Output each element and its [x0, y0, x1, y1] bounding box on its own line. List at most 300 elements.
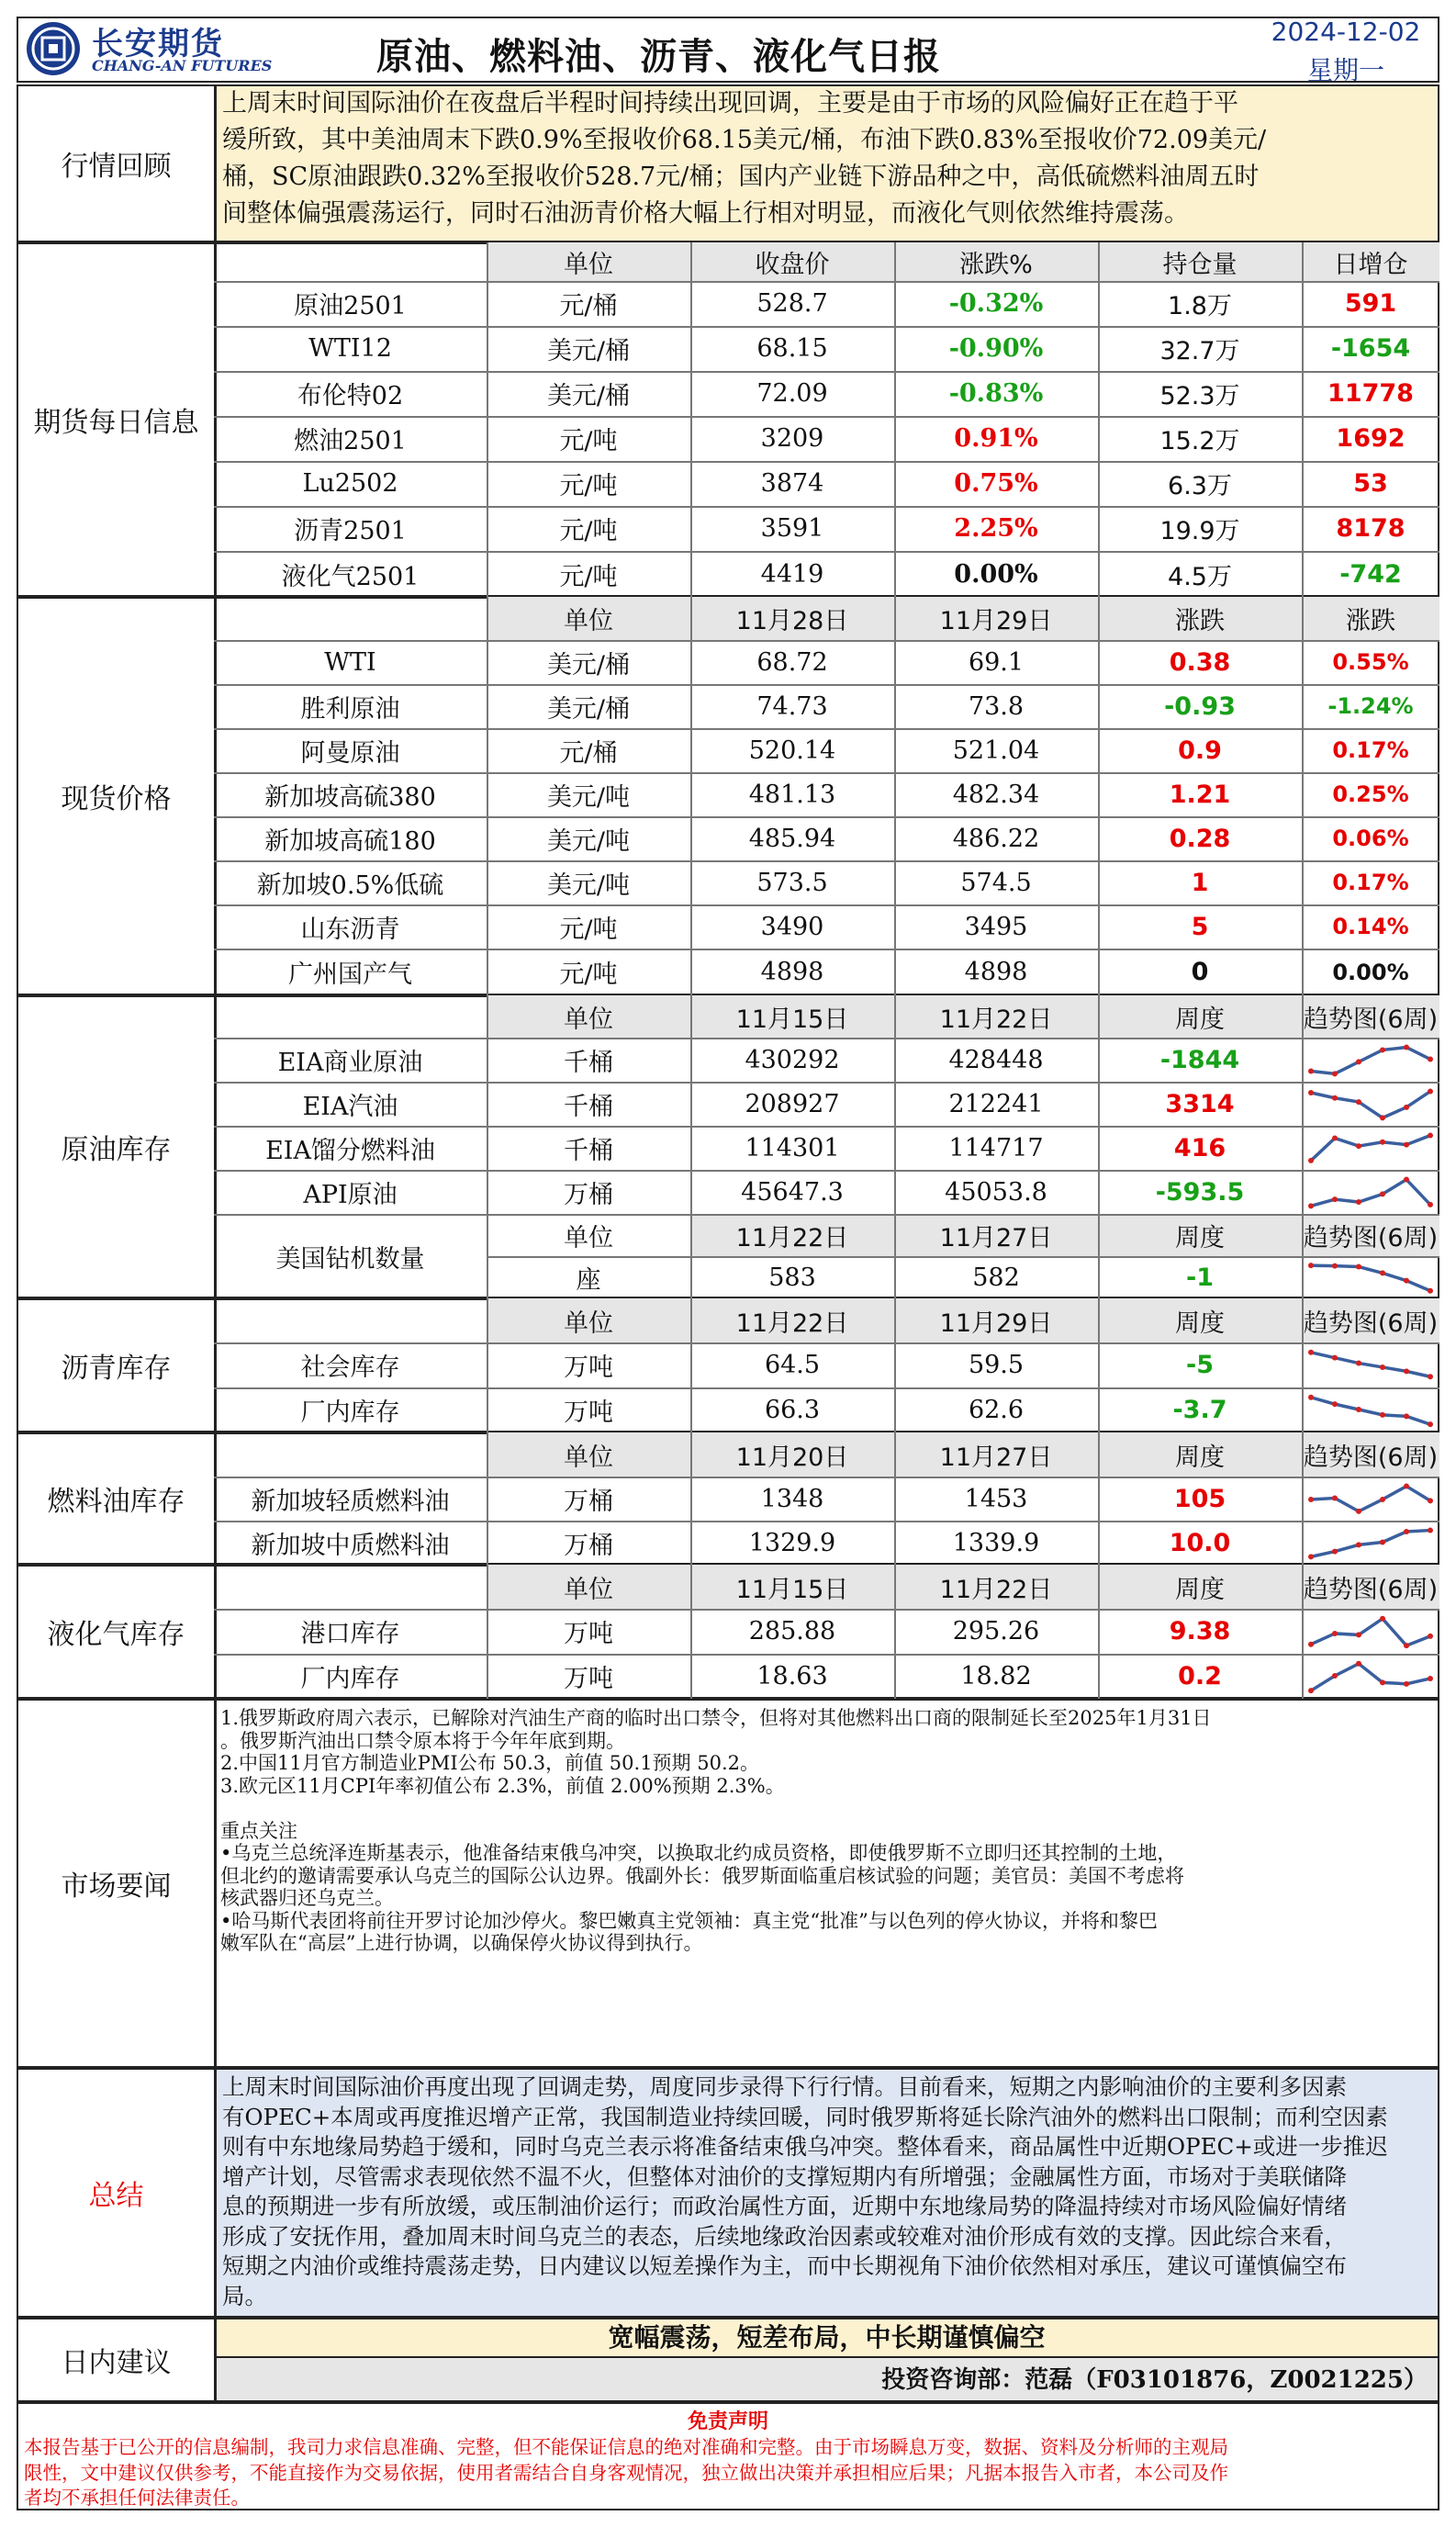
spot-row-name: 新加坡高硫380: [264, 782, 436, 812]
futures-row-unit: 元/吨: [559, 517, 618, 545]
text-line: 2.中国11月官方制造业PMI公布 50.3，前值 50.1预期 50.2。: [220, 1752, 759, 1774]
column-divider: [1098, 1432, 1100, 1565]
trend-point: [1404, 1045, 1409, 1050]
column-header: 11月15日: [735, 1575, 849, 1604]
spot-row-prev: 481.13: [748, 780, 836, 809]
row-divider: [214, 1387, 1439, 1389]
text-line: 则有中东地缘局势趋于缓和，同时乌克兰表示将准备结束俄乌冲突。整体看来，商品属性中近期OPEC+或进一步推迟: [222, 2133, 1388, 2160]
inventory-row-unit: 千桶: [564, 1136, 613, 1165]
trend-point: [1332, 1673, 1338, 1679]
inventory-row-curr: 114717: [948, 1133, 1044, 1162]
column-header: 趋势图(6周): [1303, 1575, 1439, 1604]
futures-row-change: 0.00%: [954, 559, 1038, 589]
spot-row-curr: 73.8: [968, 691, 1025, 721]
row-divider: [214, 1214, 1439, 1216]
text-line: 局。: [222, 2282, 267, 2309]
column-header: 11月27日: [939, 1443, 1053, 1472]
inventory-row-prev: 285.88: [748, 1617, 836, 1645]
trend-point: [1380, 1616, 1385, 1622]
row-divider: [214, 326, 1439, 328]
column-divider: [487, 1298, 488, 1432]
trend-point: [1428, 1676, 1433, 1681]
spot-row-prev: 573.5: [756, 868, 828, 897]
column-header: 单位: [564, 607, 613, 635]
trend-line: [1311, 1398, 1430, 1424]
trend-point: [1380, 1115, 1385, 1120]
inventory-row-name: API原油: [303, 1180, 398, 1209]
column-divider: [487, 1432, 488, 1565]
inventory-row-unit: 万桶: [564, 1531, 613, 1560]
futures-row-open-interest: 1.8万: [1168, 292, 1232, 320]
summary-label: 总结: [88, 2180, 144, 2212]
futures-row-close: 3209: [760, 424, 824, 453]
column-header: 日增仓: [1333, 250, 1408, 279]
column-header: 11月27日: [939, 1223, 1053, 1252]
futures-row-name: 燃油2501: [294, 427, 407, 455]
row-divider: [214, 904, 1439, 906]
asphalt-inventory-label: 沥青库存: [61, 1353, 172, 1385]
trend-point: [1380, 1047, 1385, 1052]
column-header: 趋势图(6周): [1303, 1443, 1439, 1472]
inventory-row-name: 厂内库存: [300, 1398, 400, 1427]
text-line: 者均不承担任何法律责任。: [24, 2487, 250, 2509]
trend-point: [1356, 1407, 1361, 1412]
futures-row-change: 2.25%: [954, 514, 1038, 543]
spot-row-unit: 美元/桶: [546, 694, 631, 724]
row-divider: [214, 1126, 1439, 1128]
spot-row-change-pct: 0.17%: [1332, 870, 1409, 895]
trend-point: [1332, 1631, 1338, 1636]
trend-point: [1308, 1350, 1314, 1355]
trend-point: [1404, 1413, 1409, 1419]
futures-row-oi-change: 8178: [1336, 514, 1406, 543]
column-header: 周度: [1175, 1005, 1225, 1034]
trend-point: [1332, 1549, 1338, 1555]
spot-row-name: 广州国产气: [288, 960, 412, 989]
row-divider: [214, 551, 1439, 553]
trend-point: [1380, 1679, 1385, 1685]
trend-line: [1311, 1619, 1430, 1645]
column-header: 趋势图(6周): [1303, 1005, 1439, 1034]
text-line: 形成了安抚作用，叠加周末时间乌克兰的表态，后续地缘政治因素或较难对油价形成有效的支撑。因此综合来看，: [222, 2222, 1347, 2250]
futures-row-name: WTI12: [308, 334, 392, 363]
column-divider: [1098, 597, 1100, 995]
text-line: 3.欧元区11月CPI年率初值公布 2.3%，前值 2.00%预期 2.3%。: [220, 1774, 785, 1797]
trend-point: [1356, 1661, 1361, 1667]
inventory-row-curr: 62.6: [968, 1396, 1025, 1424]
inventory-row-name: EIA馏分燃料油: [265, 1136, 435, 1165]
spot-row-name: 胜利原油: [300, 694, 400, 724]
spot-row-change-pct: 0.00%: [1332, 959, 1409, 985]
column-header: 趋势图(6周): [1303, 1223, 1439, 1252]
futures-row-unit: 美元/桶: [546, 382, 631, 410]
futures-row-unit: 元/吨: [559, 472, 618, 500]
trend-point: [1404, 1529, 1409, 1534]
analyst-credit: 投资咨询部：范磊（F03101876，Z0021225）: [881, 2366, 1428, 2394]
futures-row-close: 3591: [760, 514, 824, 543]
trend-line: [1311, 1353, 1430, 1376]
inventory-row-name: 社会库存: [300, 1353, 400, 1382]
column-divider: [690, 597, 692, 995]
trend-point: [1356, 1264, 1361, 1270]
spot-row-name: 阿曼原油: [300, 738, 400, 768]
inventory-row-prev: 1329.9: [748, 1528, 836, 1557]
row-divider: [214, 1170, 1439, 1172]
inventory-row-curr: 45053.8: [945, 1177, 1047, 1207]
column-header: 单位: [564, 1005, 613, 1034]
row-divider: [214, 728, 1439, 730]
spot-row-change: 0.38: [1169, 647, 1231, 677]
column-divider: [1302, 995, 1304, 1298]
inventory-row-prev: 64.5: [764, 1351, 821, 1379]
fuel-inventory-label: 燃料油库存: [47, 1486, 185, 1518]
column-divider: [1098, 242, 1100, 597]
futures-row-open-interest: 6.3万: [1168, 472, 1232, 500]
spot-row-unit: 元/吨: [559, 915, 618, 944]
trend-point: [1404, 1105, 1409, 1110]
trend-point: [1308, 1642, 1314, 1647]
inventory-row-prev: 208927: [745, 1089, 840, 1118]
spot-row-curr: 482.34: [952, 780, 1040, 809]
futures-row-change: 0.91%: [954, 424, 1038, 453]
futures-row-close: 528.7: [756, 289, 828, 318]
column-header: 单位: [564, 1223, 613, 1252]
trend-point: [1332, 1401, 1338, 1407]
inventory-row-unit: 万吨: [564, 1398, 613, 1427]
spot-row-name: 新加坡0.5%低硫: [256, 870, 444, 900]
inventory-row-weekly-change: 105: [1173, 1484, 1226, 1513]
futures-row-name: 布伦特02: [297, 382, 404, 410]
text-line: 息的预期进一步有所放缓，或压制油价运行；而政治属性方面，近期中东地缘局势的降温持续对市场风险偏好情绪: [222, 2193, 1347, 2219]
futures-row-close: 4419: [760, 559, 824, 589]
column-divider: [690, 1565, 692, 1699]
trend-point: [1332, 1264, 1338, 1269]
column-divider: [487, 597, 488, 995]
trend-sparkline: [1302, 1082, 1439, 1126]
spot-row-curr: 69.1: [968, 647, 1025, 677]
row-divider: [214, 1477, 1439, 1478]
trend-line: [1311, 1487, 1430, 1511]
trend-point: [1428, 1089, 1433, 1095]
trend-point: [1428, 1634, 1433, 1639]
trend-point: [1404, 1643, 1409, 1648]
trend-point: [1332, 1095, 1338, 1101]
trend-sparkline: [1302, 1654, 1439, 1699]
trend-point: [1356, 1361, 1361, 1366]
column-header: 周度: [1175, 1443, 1225, 1472]
column-header: 11月20日: [735, 1443, 849, 1472]
futures-row-name: 沥青2501: [294, 517, 407, 545]
trend-line: [1311, 1136, 1430, 1161]
row-divider: [214, 281, 1439, 283]
trend-line: [1311, 1531, 1430, 1557]
column-divider: [894, 995, 896, 1298]
text-line: 上周末时间国际油价在夜盘后半程时间持续出现回调，主要是由于市场的风险偏好正在趋于平: [222, 89, 1238, 118]
futures-row-change: -0.83%: [948, 379, 1044, 408]
column-header: 周度: [1175, 1308, 1225, 1338]
trend-point: [1356, 1542, 1361, 1547]
inventory-row-prev: 66.3: [764, 1396, 821, 1424]
spot-row-unit: 元/吨: [559, 960, 618, 989]
column-divider: [487, 242, 488, 597]
inventory-row-prev: 430292: [745, 1045, 840, 1074]
row-divider: [214, 684, 1439, 686]
spot-row-change: 1.21: [1169, 780, 1231, 809]
futures-row-open-interest: 52.3万: [1159, 382, 1240, 410]
trend-point: [1356, 1632, 1361, 1637]
column-divider: [487, 1565, 488, 1699]
column-header: 单位: [564, 1443, 613, 1472]
futures-row-oi-change: 11778: [1327, 379, 1414, 408]
trend-sparkline: [1302, 1342, 1439, 1387]
disclaimer-title: 免责声明: [687, 2409, 768, 2433]
column-divider: [690, 242, 692, 597]
trend-sparkline: [1302, 1256, 1439, 1298]
column-divider: [690, 1298, 692, 1432]
row-divider: [214, 506, 1439, 508]
trend-point: [1308, 1497, 1314, 1502]
column-header: 11月22日: [939, 1005, 1053, 1034]
inventory-row-weekly-change: -593.5: [1155, 1177, 1245, 1207]
trend-point: [1308, 1203, 1314, 1208]
text-line: 限性，文中建议仅供参考，不能直接作为交易依据，使用者需结合自身客观情况，独立做出决策并承担相应后果；凡据本报告入市者，本公司及作: [24, 2461, 1228, 2484]
column-divider: [1302, 1298, 1304, 1432]
brand-name-cn: 长安期货: [92, 26, 224, 62]
column-header: 单位: [564, 1308, 613, 1338]
trend-point: [1404, 1142, 1409, 1148]
trend-point: [1428, 1421, 1433, 1427]
column-header: 周度: [1175, 1575, 1225, 1604]
trend-point: [1404, 1278, 1409, 1284]
trend-point: [1308, 1263, 1314, 1268]
futures-row-close: 68.15: [756, 334, 828, 363]
report-date: 2024-12-02: [1271, 17, 1421, 47]
spot-row-curr: 574.5: [960, 868, 1032, 897]
column-divider: [1302, 1432, 1304, 1565]
trend-sparkline: [1302, 1170, 1439, 1214]
inventory-row-curr: 59.5: [968, 1351, 1025, 1379]
advice-label: 日内建议: [61, 2347, 172, 2379]
text-line: 嫩军队在“高层”上进行协调，以确保停火协议得到执行。: [220, 1932, 703, 1954]
column-divider: [1098, 995, 1100, 1298]
inventory-row-curr: 295.26: [952, 1617, 1040, 1645]
column-header: 11月22日: [735, 1223, 849, 1252]
trend-point: [1428, 1288, 1433, 1294]
spot-label: 现货价格: [61, 783, 172, 815]
trend-point: [1332, 1355, 1338, 1361]
spot-row-change-pct: 0.06%: [1332, 825, 1409, 851]
report-weekday: 星期一: [1306, 55, 1384, 85]
futures-row-open-interest: 32.7万: [1159, 337, 1240, 365]
trend-point: [1428, 1374, 1433, 1379]
inventory-row-curr: 1453: [964, 1484, 1028, 1513]
text-line: 但北约的邀请需要承认乌克兰的国际公认边界。俄副外长：俄罗斯面临重启核试验的问题；美官员：美国不考虑将: [220, 1864, 1184, 1887]
spot-row-unit: 美元/吨: [546, 782, 631, 812]
row-divider: [214, 1609, 1439, 1611]
trend-sparkline: [1302, 1126, 1439, 1170]
trend-point: [1308, 1554, 1314, 1559]
lpg-inventory-label: 液化气库存: [47, 1619, 185, 1651]
column-header: 11月29日: [939, 607, 1053, 635]
trend-point: [1380, 1540, 1385, 1545]
spot-row-unit: 美元/吨: [546, 870, 631, 900]
summary-text: [222, 2072, 1434, 2315]
inventory-row-name: 港口库存: [300, 1620, 400, 1648]
text-line: 缓所致，其中美油周末下跌0.9%至报收价68.15美元/桶，布油下跌0.83%至报收价72.09美元/: [222, 126, 1267, 154]
text-line: 核武器归还乌克兰。: [220, 1887, 394, 1909]
advice-text: 宽幅震荡，短差布局，中长期谨慎偏空: [608, 2322, 1046, 2353]
inventory-row-name: EIA汽油: [302, 1092, 398, 1121]
spot-row-unit: 美元/吨: [546, 826, 631, 856]
spot-row-change: 0.9: [1178, 736, 1222, 765]
spot-row-name: 山东沥青: [300, 915, 400, 944]
futures-row-unit: 元/桶: [559, 292, 618, 320]
text-line: 1.俄罗斯政府周六表示，已解除对汽油生产商的临时出口禁令，但将对其他燃料出口商的限制延长至2025年1月31日: [220, 1707, 1212, 1729]
column-header: 周度: [1175, 1223, 1225, 1252]
rig-count-weekly-change: -1: [1186, 1263, 1214, 1292]
column-header: 11月29日: [939, 1308, 1053, 1338]
inventory-row-prev: 114301: [745, 1133, 840, 1162]
futures-row-oi-change: 591: [1344, 289, 1397, 318]
rig-count-curr: 582: [972, 1263, 1020, 1292]
trend-point: [1356, 1199, 1361, 1205]
inventory-row-name: EIA商业原油: [277, 1048, 423, 1077]
column-header: 涨跌: [1175, 607, 1225, 635]
trend-point: [1380, 1191, 1385, 1196]
trend-line: [1311, 1664, 1430, 1690]
rig-count-unit: 座: [576, 1265, 601, 1295]
spot-row-prev: 74.73: [756, 691, 828, 721]
spot-row-prev: 3490: [760, 912, 824, 941]
trend-point: [1404, 1177, 1409, 1183]
inventory-row-weekly-change: -3.7: [1172, 1396, 1227, 1424]
trend-point: [1332, 1071, 1338, 1076]
column-divider: [894, 1565, 896, 1699]
row-divider: [214, 640, 1439, 642]
trend-point: [1356, 1099, 1361, 1105]
column-header: 11月22日: [939, 1575, 1053, 1604]
column-divider: [1302, 597, 1304, 995]
futures-row-close: 72.09: [756, 379, 828, 408]
inventory-row-weekly-change: 416: [1173, 1133, 1226, 1162]
column-divider: [1302, 1565, 1304, 1699]
spot-row-curr: 521.04: [952, 736, 1040, 765]
text-line: 有OPEC+本周或再度推迟增产正常，我国制造业持续回暖，同时俄罗斯将延长除汽油外的燃料出口限制；而利空因素: [222, 2103, 1388, 2130]
row-divider: [487, 1256, 1439, 1258]
page-title: 原油、燃料油、沥青、液化气日报: [376, 36, 941, 78]
column-divider: [894, 1432, 896, 1565]
column-divider: [1098, 1565, 1100, 1699]
trend-point: [1428, 1133, 1433, 1139]
text-line: 增产计划，尽管需求表现依然不温不火，但整体对油价的支撑短期内有所增强；金融属性方面，市场对于美联储降: [222, 2162, 1347, 2190]
trend-line: [1311, 1180, 1430, 1207]
text-line: 短期之内油价或维持震荡走势，日内建议以短差操作为主，而中长期视角下油价依然相对承压，建议可谨慎偏空布: [222, 2252, 1347, 2279]
inventory-row-prev: 18.63: [756, 1662, 828, 1690]
review-text: [222, 88, 1434, 240]
trend-point: [1332, 1196, 1338, 1202]
spot-row-change-pct: 0.14%: [1332, 914, 1409, 939]
text-line: 上周末时间国际油价再度出现了回调走势，周度同步录得下行行情。目前看来，短期之内影响油价的主要利多因素: [222, 2073, 1347, 2100]
review-label: 行情回顾: [61, 151, 172, 183]
futures-row-change: -0.32%: [948, 289, 1044, 318]
spot-row-change: -0.93: [1164, 691, 1236, 721]
spot-row-change-pct: 0.55%: [1332, 649, 1409, 675]
inventory-row-curr: 428448: [948, 1045, 1044, 1074]
row-divider: [214, 949, 1439, 950]
column-divider: [1098, 1298, 1100, 1432]
column-divider: [690, 995, 692, 1298]
spot-row-prev: 485.94: [748, 824, 836, 853]
trend-point: [1356, 1509, 1361, 1514]
inventory-row-name: 新加坡中质燃料油: [251, 1531, 450, 1560]
spot-row-prev: 68.72: [756, 647, 828, 677]
column-divider: [894, 242, 896, 597]
spot-row-unit: 元/桶: [559, 738, 618, 768]
trend-point: [1404, 1484, 1409, 1489]
trend-point: [1308, 1068, 1314, 1073]
futures-row-change: -0.90%: [948, 334, 1044, 363]
futures-row-oi-change: 53: [1353, 469, 1388, 498]
column-divider: [487, 995, 488, 1298]
text-line: 重点关注: [220, 1819, 297, 1842]
futures-row-unit: 美元/桶: [546, 337, 631, 365]
trend-point: [1380, 1412, 1385, 1418]
brand-name-en: CHANG-AN FUTURES: [92, 57, 273, 74]
row-divider: [214, 1654, 1439, 1656]
trend-point: [1380, 1270, 1385, 1275]
column-header: 单位: [564, 1575, 613, 1604]
trend-point: [1428, 1528, 1433, 1533]
inventory-row-prev: 1348: [760, 1484, 824, 1513]
inventory-row-unit: 千桶: [564, 1092, 613, 1121]
row-divider: [214, 1082, 1439, 1084]
inventory-row-weekly-change: 9.38: [1169, 1617, 1231, 1645]
row-divider: [214, 416, 1439, 418]
futures-row-name: Lu2502: [302, 469, 398, 498]
spot-row-change: 0.28: [1169, 824, 1231, 853]
trend-point: [1332, 1135, 1338, 1140]
news-label: 市场要闻: [61, 1870, 172, 1903]
inventory-row-unit: 万吨: [564, 1665, 613, 1693]
inventory-row-prev: 45647.3: [741, 1177, 844, 1207]
row-divider: [214, 1342, 1439, 1344]
rig-count-prev: 583: [768, 1263, 816, 1292]
inventory-row-weekly-change: -5: [1186, 1351, 1214, 1379]
spot-row-change: 1: [1191, 868, 1209, 897]
spot-row-change-pct: 0.17%: [1332, 737, 1409, 763]
trend-point: [1380, 1497, 1385, 1502]
inventory-row-unit: 万吨: [564, 1353, 613, 1382]
row-divider: [214, 371, 1439, 373]
spot-row-curr: 4898: [964, 958, 1028, 986]
futures-label: 期货每日信息: [33, 407, 199, 439]
column-divider: [690, 1432, 692, 1565]
trend-point: [1428, 1498, 1433, 1503]
row-divider: [214, 1521, 1439, 1522]
futures-row-open-interest: 15.2万: [1159, 427, 1240, 455]
trend-point: [1308, 1395, 1314, 1400]
inventory-row-name: 新加坡轻质燃料油: [251, 1487, 450, 1516]
spot-row-change-pct: -1.24%: [1327, 693, 1414, 719]
column-header: 收盘价: [755, 250, 830, 279]
column-divider: [1302, 242, 1304, 597]
inventory-row-name: 厂内库存: [300, 1665, 400, 1693]
trend-line: [1311, 1048, 1430, 1074]
trend-point: [1404, 1681, 1409, 1687]
spot-row-prev: 4898: [760, 958, 824, 986]
futures-row-open-interest: 4.5万: [1168, 562, 1232, 591]
spot-row-unit: 美元/桶: [546, 650, 631, 679]
